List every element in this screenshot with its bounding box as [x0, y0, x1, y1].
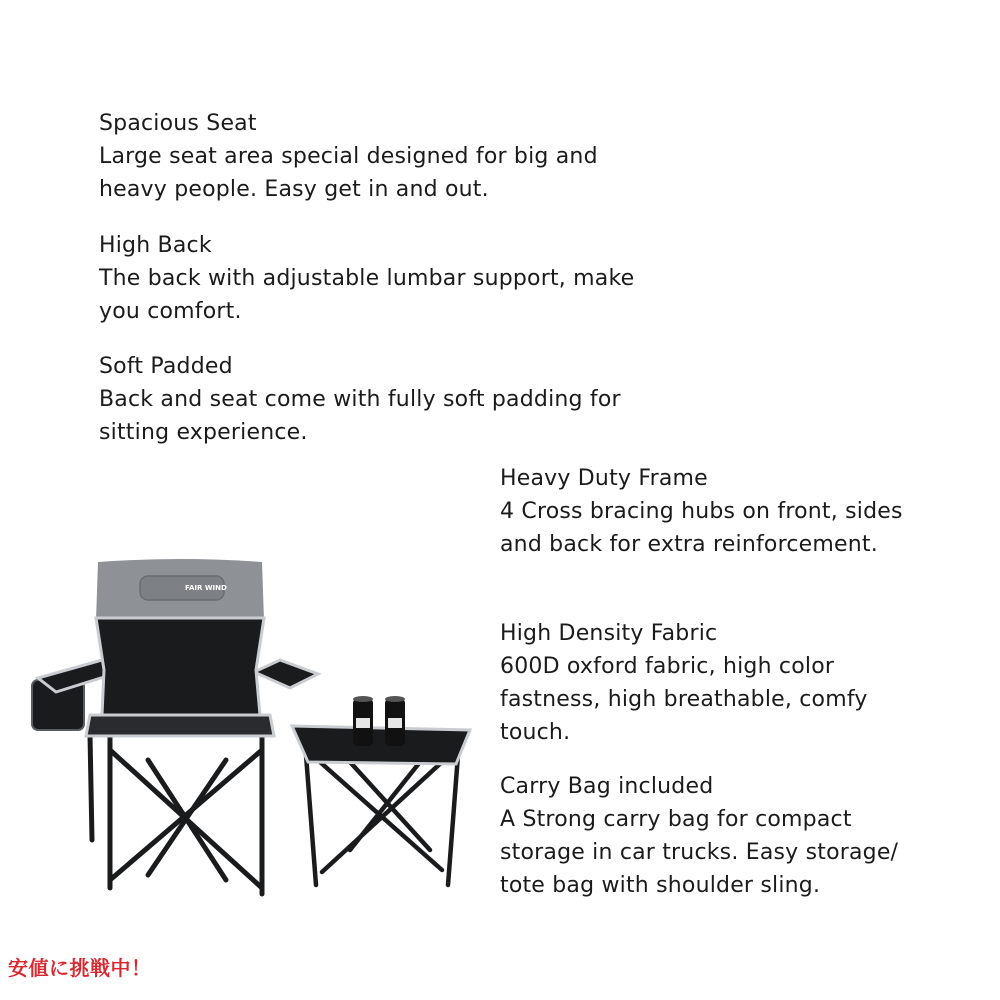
feature-spacious-seat	[99, 107, 659, 206]
feature-description: 600D oxford fabric, high color fastness, high breathable, comfy touch.	[500, 654, 868, 745]
feature-description: The back with adjustable lumbar support, make you comfort.	[99, 266, 635, 324]
folding-side-table	[292, 696, 470, 885]
feature-title: High Density Fabric	[500, 621, 718, 646]
feature-description: A Strong carry bag for compact storage in car trucks. Easy storage/ tote bag with shoulder sling.	[500, 807, 899, 898]
feature-title: Soft Padded	[99, 354, 233, 379]
feature-title: High Back	[99, 233, 212, 258]
product-photo	[30, 550, 480, 910]
promo-badge: 安値に挑戦中！	[8, 956, 152, 980]
feature-description: 4 Cross bracing hubs on front, sides and back for extra reinforcement.	[500, 499, 903, 557]
feature-title: Heavy Duty Frame	[500, 466, 708, 491]
feature-carry-bag	[500, 770, 940, 902]
feature-description: Back and seat come with fully soft padding for sitting experience.	[99, 387, 621, 445]
feature-title: Spacious Seat	[99, 111, 257, 136]
feature-high-back	[99, 229, 679, 328]
feature-high-density-fabric	[500, 617, 940, 749]
chair-logo: FAIR WIND	[185, 584, 227, 592]
feature-title: Carry Bag included	[500, 774, 714, 799]
feature-heavy-duty-frame	[500, 462, 940, 561]
feature-soft-padded	[99, 350, 679, 449]
camping-chair	[32, 559, 318, 894]
feature-description: Large seat area special designed for big and heavy people. Easy get in and out.	[99, 144, 598, 202]
